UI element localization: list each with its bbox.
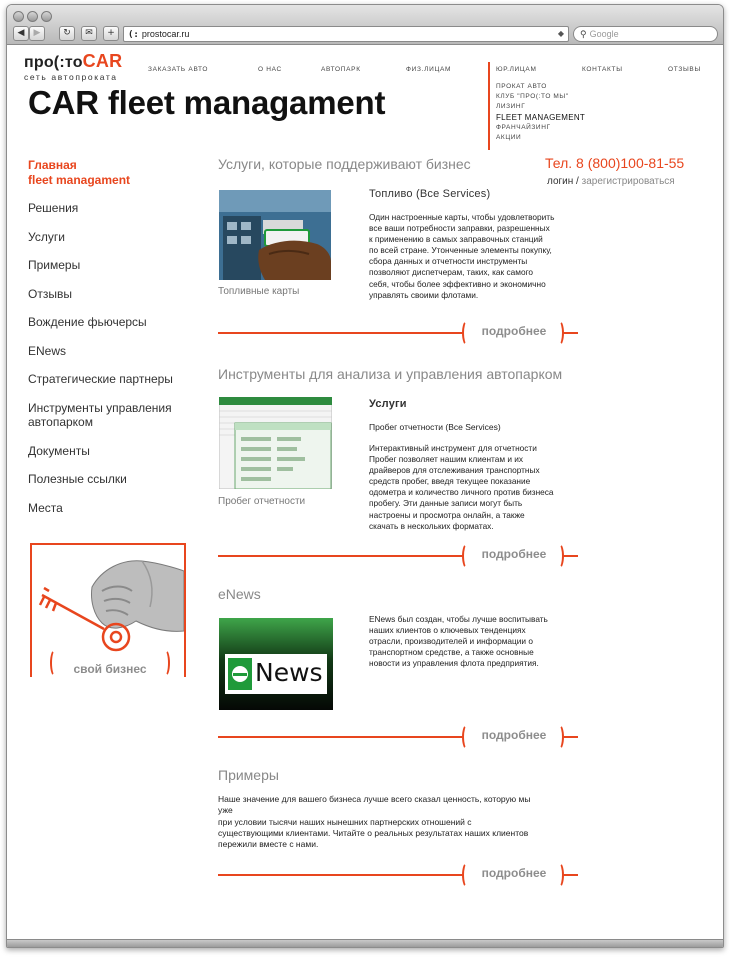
tools-item-subtitle: Пробег отчетности (Все Services)	[369, 422, 501, 432]
sidebar-item-solutions[interactable]: Решения	[28, 201, 79, 215]
more-button-services[interactable]: подробнее	[481, 324, 547, 338]
more-line-right	[562, 332, 578, 334]
more-button-enews[interactable]: подробнее	[481, 728, 547, 742]
address-text: prostocar.ru	[141, 29, 190, 39]
phone-number: Тел. 8 (800)100-81-55	[545, 155, 685, 171]
fuel-card-photo	[219, 190, 331, 280]
sidebar-item-fleet-tools[interactable]: Инструменты управления автопарком	[28, 400, 172, 429]
more-row-services	[218, 318, 578, 348]
subnav-franchising[interactable]: ФРАНЧАЙЗИНГ	[496, 123, 551, 131]
promo-own-business[interactable]	[30, 543, 186, 677]
fuel-card-image[interactable]	[219, 190, 331, 280]
subnav-club[interactable]: КЛУБ "ПРО(:ТО МЫ"	[496, 93, 569, 101]
login-link[interactable]: логин	[547, 176, 574, 187]
mileage-report-caption: Пробег отчетности	[218, 496, 306, 507]
browser-toolbar	[7, 5, 723, 45]
subnav-fleet-management[interactable]: FLEET MANAGEMENT	[496, 112, 586, 122]
search-icon: ⚲	[580, 29, 587, 39]
logo-car: CAR	[82, 51, 123, 71]
sidebar-item-reviews[interactable]: Отзывы	[28, 286, 72, 301]
reload-icon[interactable]: ↻	[59, 26, 75, 41]
more-row-tools	[218, 541, 578, 571]
enews-body: ENews был создан, чтобы лучше воспитывать наших клиентов о ключевых тенденциях отрасли, производителей и информации о транспортном средстве, а также основные новости из управления флота предприятия.	[369, 614, 548, 669]
subnav-leasing[interactable]: ЛИЗИНГ	[496, 103, 526, 111]
more-line-right	[562, 555, 578, 557]
sidebar-list	[28, 201, 198, 515]
nav-companies[interactable]: ЮР.ЛИЦАМ	[496, 66, 537, 73]
nav-reviews[interactable]: ОТЗЫВЫ	[668, 66, 701, 73]
more-paren-left	[462, 724, 472, 750]
nav-contacts[interactable]: КОНТАКТЫ	[582, 66, 623, 73]
mileage-report-screenshot	[219, 397, 332, 489]
site-favicon: (:	[128, 30, 139, 40]
sidebar-item-examples[interactable]: Примеры	[28, 258, 81, 272]
more-button-examples[interactable]: подробнее	[481, 866, 547, 880]
promo-label: свой бизнес	[73, 662, 147, 676]
register-link[interactable]: зарегистрироваться	[581, 176, 675, 187]
fuel-card-caption: Топливные карты	[218, 286, 300, 297]
sidebar-item-home[interactable]	[28, 158, 198, 187]
bookmark-icon[interactable]: ✉	[81, 26, 97, 41]
address-dropdown-icon[interactable]: ◆	[557, 29, 564, 38]
add-bookmark-icon[interactable]: +	[103, 26, 119, 41]
more-line-right	[562, 736, 578, 738]
tools-item-body: Интерактивный инструмент для отчетности Пробег позволяет нашим клиентам и их драйверов для отслеживания транспортных средств пробег, введя текущее показание одометра и количество личного против бизнеса пробегу. Эти данные записи могут быть настроены и просмотра онлайн, а также скачать в нескольких форматах.	[369, 443, 554, 531]
logo-tagline: сеть автопроката	[24, 72, 118, 82]
forward-icon[interactable]: ▶	[29, 26, 45, 41]
search-field[interactable]	[573, 26, 718, 42]
search-placeholder: Google	[589, 29, 619, 39]
more-line-right	[562, 874, 578, 876]
nav-individuals[interactable]: ФИЗ.ЛИЦАМ	[406, 66, 452, 73]
more-line-left	[218, 555, 464, 557]
sidebar-item-enews[interactable]: ENews	[28, 343, 67, 358]
more-line-left	[218, 736, 464, 738]
section-enews-title: eNews	[218, 586, 261, 602]
examples-body: Наше значение для вашего бизнеса лучше всего сказал ценность, которую мы уже при условии тысячи наших нынешних партнерских отношений с существующими клиентами. Читайте о реальных результатах наших клиентов пережили вместе с нами.	[218, 794, 531, 850]
promo-label-wrap	[58, 658, 162, 680]
address-bar[interactable]	[123, 26, 569, 42]
logo-wordmark	[24, 52, 122, 72]
enews-logo-text: News	[255, 658, 323, 687]
more-button-tools[interactable]: подробнее	[481, 547, 547, 561]
section-tools-title: Инструменты для анализа и управления автопарком	[218, 366, 563, 382]
sidebar-menu	[28, 158, 198, 515]
nav-order-car[interactable]: ЗАКАЗАТЬ АВТО	[148, 66, 209, 73]
auth-links	[547, 176, 675, 187]
section-services-title: Услуги, которые поддерживают бизнес	[218, 156, 471, 172]
auth-separator: /	[573, 176, 582, 187]
fuel-item-title: Топливо (Все Services)	[369, 188, 491, 200]
more-row-enews	[218, 722, 578, 752]
more-paren-left	[462, 320, 472, 346]
nav-about[interactable]: О НАС	[258, 66, 282, 73]
fuel-item-body: Один настроенные карты, чтобы удовлетворить все ваши потребности заправки, разрешенных к применению в самых заправочных станций по всей стране. Утонченные элементы покупку, сбора данных и отчетности инструменты позволяют диспетчерам, таких, как самого себя, чтобы более эффективно и экономично управлять своими флотами.	[369, 212, 555, 300]
close-window-icon[interactable]	[13, 11, 24, 22]
enews-image[interactable]	[219, 618, 333, 710]
section-examples-title: Примеры	[218, 767, 279, 783]
sidebar-active-line2: fleet managament	[28, 172, 131, 187]
back-icon[interactable]: ◀	[13, 26, 29, 41]
subnav-promotions[interactable]: АКЦИИ	[496, 134, 522, 142]
zoom-window-icon[interactable]	[41, 11, 52, 22]
more-row-examples	[218, 860, 578, 890]
companies-subnav	[496, 82, 585, 143]
sidebar-item-documents[interactable]: Документы	[28, 443, 90, 458]
mileage-report-image[interactable]	[219, 397, 332, 489]
sidebar-active-line1: Главная	[28, 158, 77, 172]
tools-item-title: Услуги	[369, 398, 407, 410]
more-line-left	[218, 874, 464, 876]
promo-right-bracket	[160, 649, 170, 677]
sidebar-item-partners[interactable]: Стратегические партнеры	[28, 372, 173, 386]
sidebar-item-places[interactable]: Места	[28, 500, 63, 515]
sidebar-item-driving-futures[interactable]: Вождение фьючерсы	[28, 315, 147, 329]
minimize-window-icon[interactable]	[27, 11, 38, 22]
more-line-left	[218, 332, 464, 334]
sidebar-item-services[interactable]: Услуги	[28, 229, 65, 244]
page-title: CAR fleet managament	[28, 84, 386, 121]
logo-prefix: про(:то	[24, 54, 83, 71]
site-logo[interactable]	[24, 52, 122, 82]
window-bottom-bar	[7, 939, 723, 947]
nav-fleet[interactable]: АВТОПАРК	[321, 66, 361, 73]
more-paren-left	[462, 862, 472, 888]
more-paren-left	[462, 543, 472, 569]
subnav-rental[interactable]: ПРОКАТ АВТО	[496, 83, 547, 90]
nav-divider	[488, 62, 490, 150]
sidebar-item-links[interactable]: Полезные ссылки	[28, 472, 127, 486]
